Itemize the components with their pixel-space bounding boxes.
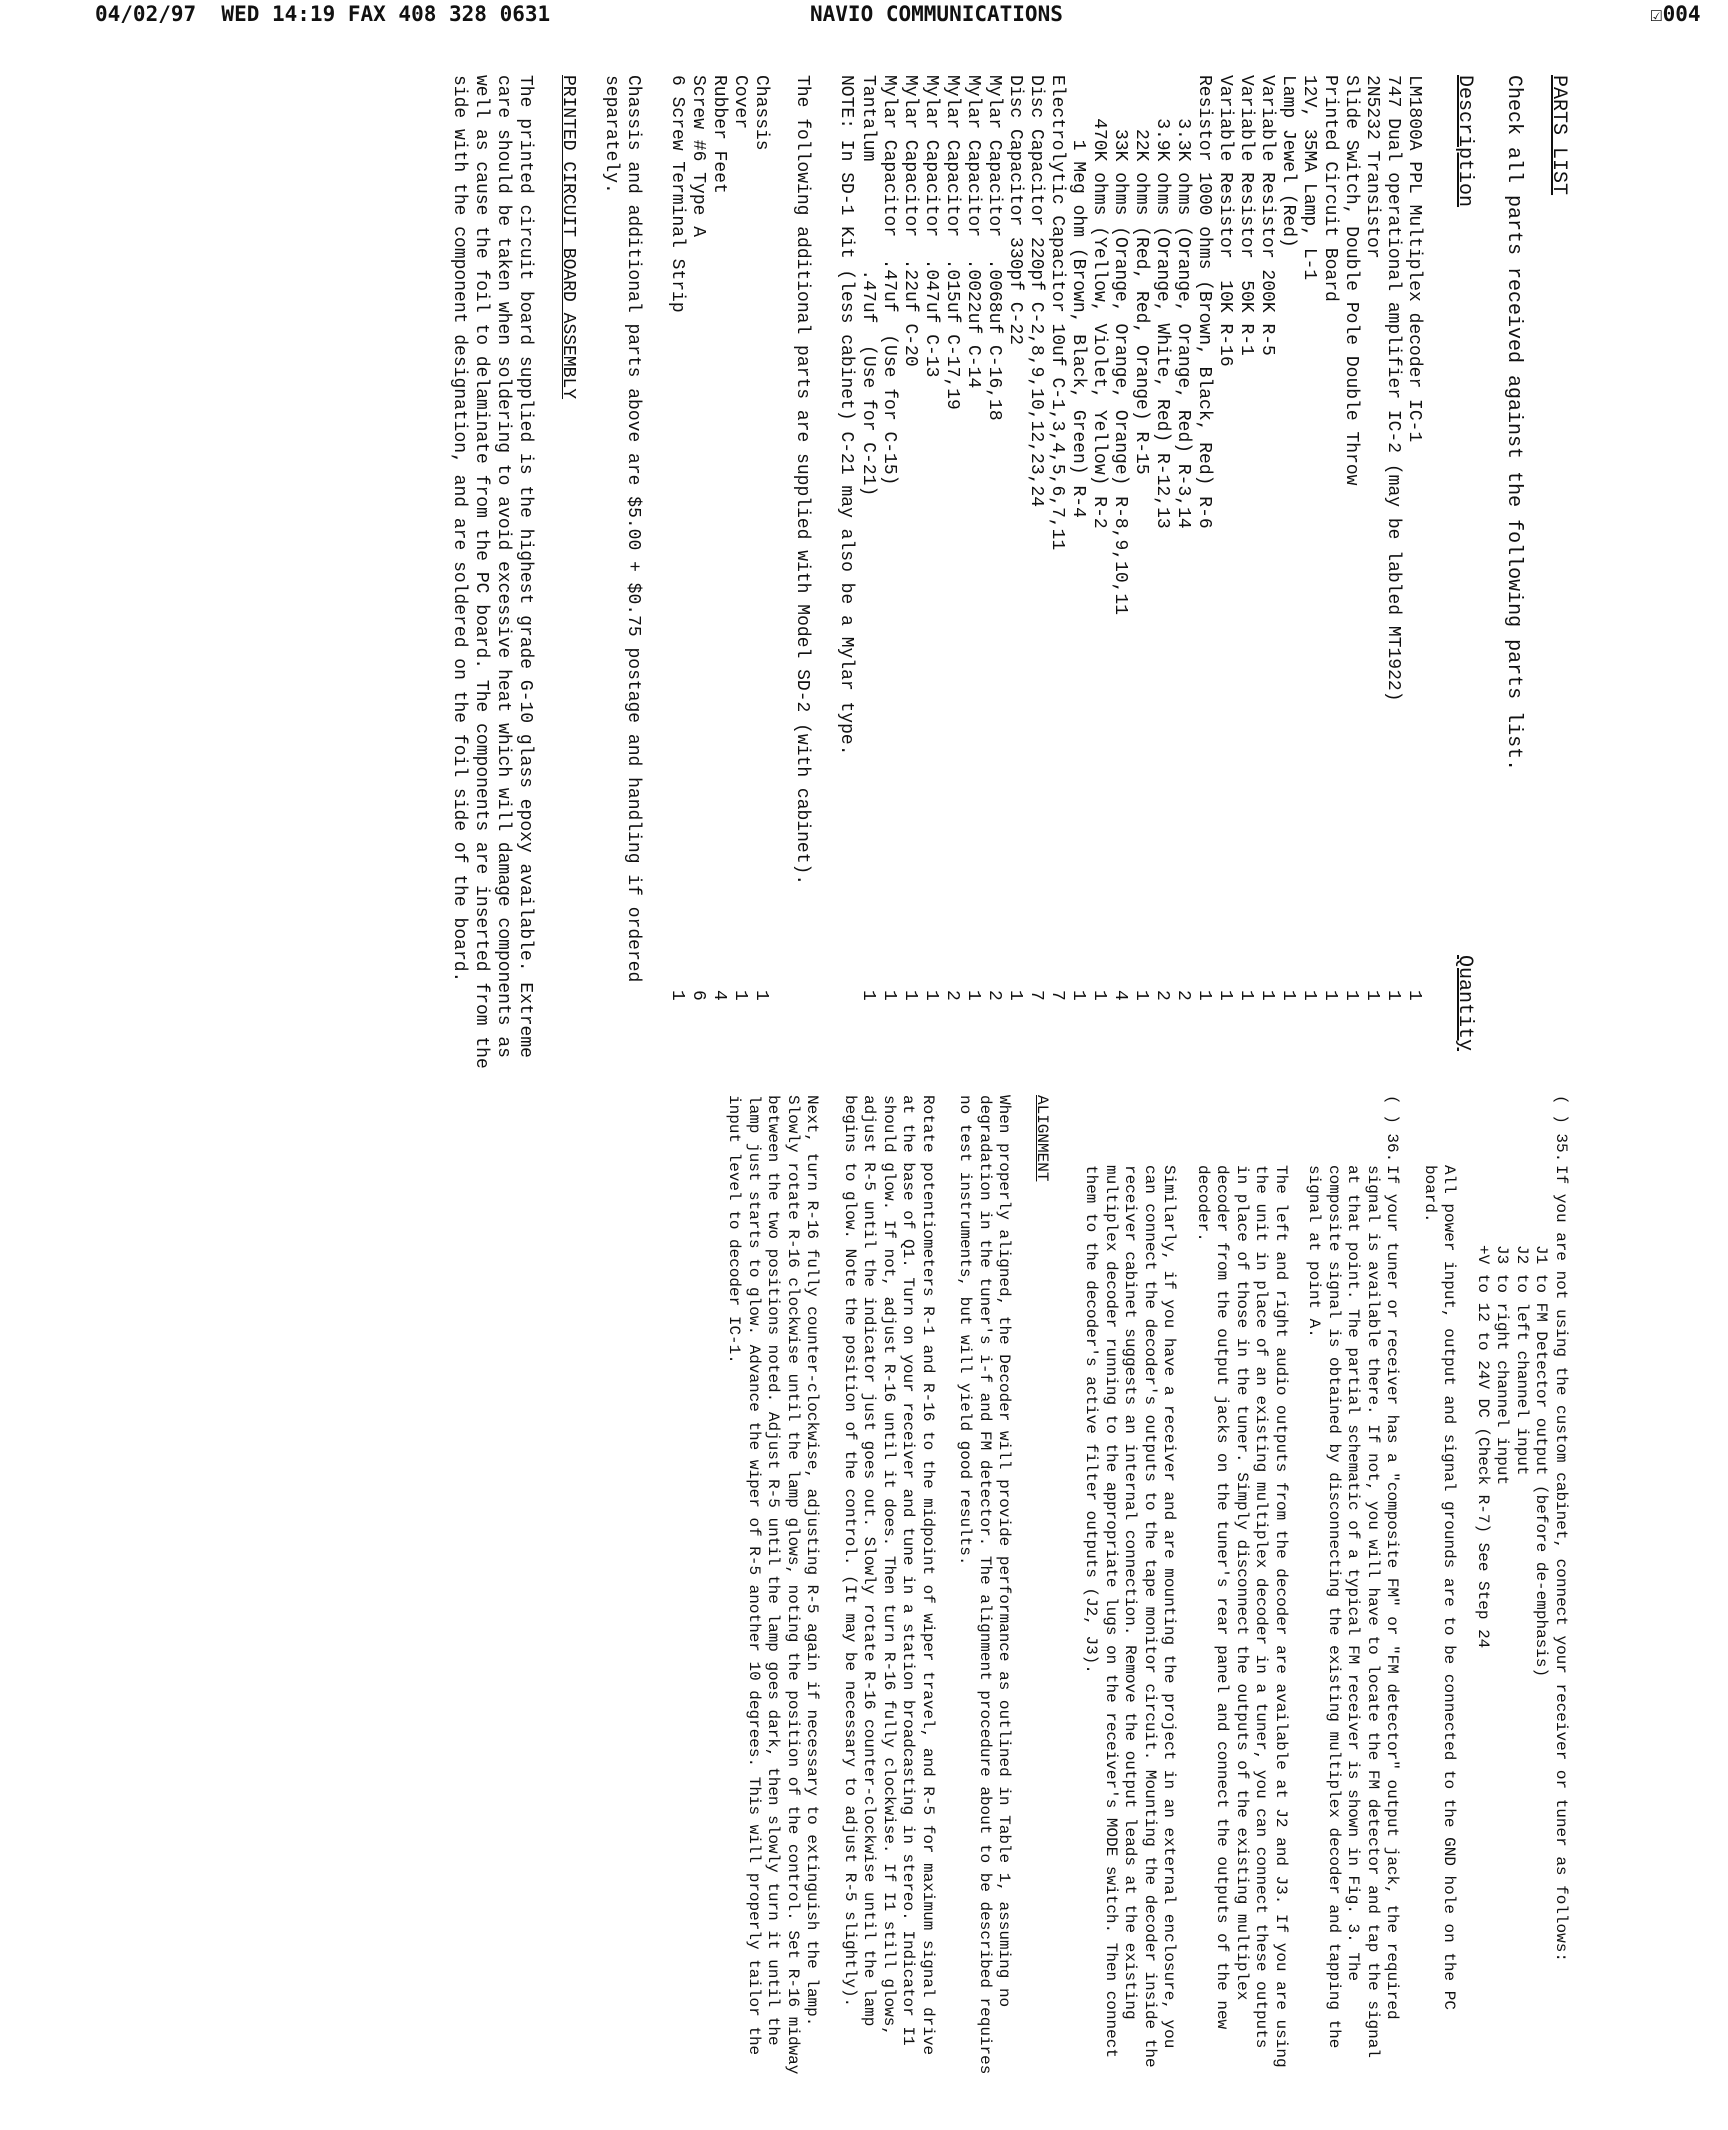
part-row — [1004, 75, 1025, 1075]
part-row — [857, 75, 878, 1075]
part-row — [1172, 75, 1193, 1075]
additional-parts-list — [666, 75, 771, 1075]
part-quantity: 1 — [1089, 990, 1109, 1001]
instructions-column — [724, 1095, 1570, 2075]
fax-header-page-number: ☑004 — [1650, 2, 1701, 26]
step-35 — [1551, 1095, 1571, 2075]
part-description: 470K ohms (Yellow, Violet, Yellow) R-2 — [1089, 75, 1109, 529]
parts-list-column — [448, 75, 1570, 1075]
part-description: Mylar Capacitor .22uf C-20 — [900, 75, 920, 367]
part-description: Electrolytic Capacitor 10uf C-1,3,4,5,6,7,11 — [1047, 75, 1067, 551]
part-row — [1319, 75, 1340, 1075]
part-description: Mylar Capacitor .015uf C-17,19 — [942, 75, 962, 410]
part-row — [920, 75, 941, 1075]
connection-item: +V to 12 to 24V DC (Check R-7) See Step 24 — [1474, 1245, 1492, 1649]
part-row — [941, 75, 962, 1075]
part-quantity: 1 — [1068, 990, 1088, 1001]
alignment-title: ALIGNMENT — [1033, 1095, 1051, 1182]
step-36 — [1304, 1095, 1402, 2075]
part-row — [1109, 75, 1130, 1075]
part-row — [1130, 75, 1151, 1075]
part-description: 747 Dual operational amplifier IC-2 (may be labled MT1922) — [1383, 75, 1403, 702]
fax-header — [0, 0, 1728, 40]
step-35-number: ( ) 35. — [1552, 1095, 1570, 1163]
connection-item: J2 to left channel input — [1513, 1245, 1531, 1476]
part-description: Rubber Feet — [709, 75, 729, 194]
part-row — [729, 75, 750, 1075]
part-description: Mylar Capacitor .0068uf C-16,18 — [984, 75, 1004, 421]
part-row — [1277, 75, 1298, 1075]
part-quantity: 1 — [1341, 990, 1361, 1001]
pricing-note: Chassis and additional parts above are $5.00 + $0.75 postage and handling if ordered separately. — [601, 75, 643, 983]
part-quantity: 1 — [858, 990, 878, 1001]
part-quantity: 1 — [1383, 990, 1403, 1001]
part-row — [983, 75, 1004, 1075]
part-quantity: 1 — [1215, 990, 1235, 1001]
part-row — [1403, 75, 1424, 1075]
part-description: Printed Circuit Board — [1320, 75, 1340, 302]
description-column-header: Description — [1453, 75, 1476, 208]
part-quantity: 1 — [1404, 990, 1424, 1001]
part-row — [1025, 75, 1046, 1075]
parts-list-intro: Check all parts received against the following parts list. — [1502, 75, 1525, 772]
alignment-paragraph-3: Next, turn R-16 fully counter-clockwise, adjusting R-5 again if necessary to extinguish the lamp. Slowly rotate R-16 clockwise until the lamp glows, noting the position of the control. Set R-16 midway between the two positions noted. Adjust R-5 until the lamp goes dark, then slowly turn it until the lamp just starts to glow. Advance the wiper of R-5 another 10 degrees. This will properly tailor the input level to decoder IC-1. — [725, 1095, 822, 2075]
part-row — [1340, 75, 1361, 1075]
grounds-note: All power input, output and signal grounds are to be connected to the GND hole on the PC board. — [1421, 1165, 1459, 2010]
part-quantity: 6 — [688, 990, 708, 1001]
step-36-number: ( ) 36. — [1383, 1095, 1402, 1163]
fax-header-timestamp: 04/02/97 WED 14:19 FAX 408 328 0631 — [95, 2, 551, 26]
part-description: Mylar Capacitor .047uf C-13 — [921, 75, 941, 378]
part-description: LM1800A PPL Multiplex decoder IC-1 — [1404, 75, 1424, 443]
part-description: 22K ohms (Red, Red, Orange) R-15 — [1131, 75, 1151, 475]
part-quantity: 2 — [1173, 990, 1193, 1001]
part-description: Variable Resistor 50K R-1 — [1236, 75, 1256, 356]
part-description: 2N5232 Transistor — [1362, 75, 1382, 259]
part-row — [1067, 75, 1088, 1075]
part-description: Cover — [730, 75, 750, 130]
connection-list — [1473, 1095, 1551, 2075]
part-description: Mylar Capacitor .47uf (Use for C-15) — [879, 75, 899, 486]
parts-table-header — [1446, 75, 1476, 1075]
parts-list-title: PARTS LIST — [1547, 75, 1570, 196]
alignment-paragraph-1: When properly aligned, the Decoder will provide performance as outlined in Table 1, assuming no degradation in the tuner's i-f and FM detector. The alignment procedure about to be described requires no test instruments, but will yield good results. — [956, 1095, 1014, 2075]
part-row — [899, 75, 920, 1075]
part-description: Mylar Capacitor .0022uf C-14 — [963, 75, 983, 389]
parts-note: NOTE: In SD-1 Kit (less cabinet) C-21 may also be a Mylar type. — [836, 75, 856, 756]
part-quantity: 1 — [1236, 990, 1256, 1001]
part-description: 1 Meg ohm (Brown, Black, Green) R-4 — [1068, 75, 1088, 518]
part-quantity: 4 — [709, 990, 729, 1001]
quantity-column-header: Quantity — [1453, 955, 1476, 1052]
scanned-page — [170, 75, 1570, 2095]
part-row — [1298, 75, 1319, 1075]
part-quantity: 2 — [1152, 990, 1172, 1001]
part-quantity: 1 — [963, 990, 983, 1001]
pcb-assembly-title: PRINTED CIRCUIT BOARD ASSEMBLY — [558, 75, 578, 400]
part-description: 33K ohms (Orange, Orange, Orange) R-8,9,10,11 — [1110, 75, 1130, 616]
part-quantity: 1 — [1362, 990, 1382, 1001]
additional-parts-intro: The following additional parts are supplied with Model SD-2 (with cabinet). — [792, 75, 812, 886]
part-quantity: 1 — [751, 990, 771, 1001]
part-description: 3.3K ohms (Orange, Orange, Red) R-3,14 — [1173, 75, 1193, 529]
receiver-paragraph: Similarly, if you have a receiver and are mounting the project in an external enclosure, you can connect the decoder's outputs to the tape monitor circuit. Mounting the decoder inside the receiver cabinet suggests an internal connection. Remove the output leads at the existing multiplex decoder running to the appropriate lugs on the receiver's MODE switch. Then connect them to the decoder's active filter outputs (J2, J3). — [1082, 1165, 1179, 2068]
part-description: Chassis — [751, 75, 771, 151]
part-description: Resistor 1000 ohms (Brown, Black, Red) R-6 — [1194, 75, 1214, 529]
part-row — [687, 75, 708, 1075]
part-description: Variable Resistor 200K R-5 — [1257, 75, 1277, 356]
part-quantity: 1 — [1131, 990, 1151, 1001]
part-row — [1046, 75, 1067, 1075]
part-quantity: 1 — [900, 990, 920, 1001]
part-description: Disc Capacitor 330pf C-22 — [1005, 75, 1025, 346]
part-description: 12V, 35MA Lamp, L-1 — [1299, 75, 1319, 281]
part-row — [878, 75, 899, 1075]
part-quantity: 2 — [942, 990, 962, 1001]
part-quantity: 1 — [730, 990, 750, 1001]
part-quantity: 1 — [667, 990, 687, 1001]
part-description: Disc Capacitor 220pf C-2,8,9,10,12,23,24 — [1026, 75, 1046, 508]
part-row — [1256, 75, 1277, 1075]
part-description: Variable Resistor 10K R-16 — [1215, 75, 1235, 367]
alignment-paragraph-2: Rotate potentiometers R-1 and R-16 to the midpoint of wiper travel, and R-5 for maximum signal drive at the base of Q1. Turn on your receiver and tune in a station broadcasting in stereo. Indicator I1 should glow. If not, adjust R-16 until it does. Then turn R-16 fully clockwise. If I1 still glows, adjust R-5 until the indicator just goes out. Slowly rotate R-16 counter-clockwise until the lamp begins to glow. Note the position of the control. (It may be necessary to adjust R-5 slightly). — [841, 1095, 937, 2056]
part-description: 6 Screw Terminal Strip — [667, 75, 687, 313]
part-row — [666, 75, 687, 1075]
part-row — [1151, 75, 1172, 1075]
part-quantity: 1 — [1299, 990, 1319, 1001]
part-row — [1214, 75, 1235, 1075]
part-row — [1361, 75, 1382, 1075]
part-quantity: 1 — [1257, 990, 1277, 1001]
parts-list — [857, 75, 1424, 1075]
part-quantity: 2 — [984, 990, 1004, 1001]
part-quantity: 7 — [1047, 990, 1067, 1001]
part-row — [962, 75, 983, 1075]
part-quantity: 1 — [1194, 990, 1214, 1001]
part-row — [1088, 75, 1109, 1075]
part-quantity: 1 — [921, 990, 941, 1001]
part-quantity: 1 — [1320, 990, 1340, 1001]
part-row — [1382, 75, 1403, 1075]
fax-header-sender: NAVIO COMMUNICATIONS — [810, 2, 1063, 26]
part-quantity: 1 — [1278, 990, 1298, 1001]
part-quantity: 1 — [1005, 990, 1025, 1001]
rotated-page-content — [170, 75, 1570, 2095]
connection-item: J1 to FM Detector output (before de-emphasis) — [1532, 1245, 1551, 1678]
outputs-paragraph: The left and right audio outputs from the decoder are available at J2 and J3. If you are using the unit in place of an existing multiplex decoder in a tuner, you can connect these outputs in place of those in the tuner. Simply disconnect the outputs of the existing multiplex decoder from the output jacks on the tuner's rear panel and connect the outputs of the new decoder. — [1194, 1165, 1290, 2068]
part-quantity: 4 — [1110, 990, 1130, 1001]
part-row — [1235, 75, 1256, 1075]
connection-item: J3 to right channel input — [1493, 1245, 1512, 1486]
part-row — [750, 75, 771, 1075]
part-quantity: 7 — [1026, 990, 1046, 1001]
part-description: Screw #6 Type A — [688, 75, 708, 238]
part-row — [1193, 75, 1214, 1075]
part-description: Slide Switch, Double Pole Double Throw — [1341, 75, 1361, 486]
step-36-text: If your tuner or receiver has a "composite FM" or "FM detector" output jack, the required signal is available there. If not, you will have to locate the FM detector and tap the signal at that point. The partial schematic of a typical FM receiver is shown in Fig. 3. The composite signal is obtained by disconnecting the existing multiplex decoder and tapping the signal at point A. — [1305, 1165, 1402, 2058]
pcb-assembly-text: The printed circuit board supplied is the highest grade G-10 glass epoxy available. Extreme care should be taken when soldering to avoid excessive heat which will damage components as well as cause the foil to delaminate from the PC board. The components are inserted from the side with the component designation, and are soldered on the foil side of the board. — [449, 75, 535, 1069]
part-row — [708, 75, 729, 1075]
step-35-text: If you are not using the custom cabinet, connect your receiver or tuner as follows: — [1552, 1165, 1570, 1962]
part-description: Lamp Jewel (Red) — [1278, 75, 1298, 248]
part-description: Tantalum .47uf (Use for C-21) — [858, 75, 878, 497]
part-description: 3.9K ohms (Orange, White, Red) R-12,13 — [1152, 75, 1172, 529]
part-quantity: 1 — [879, 990, 899, 1001]
